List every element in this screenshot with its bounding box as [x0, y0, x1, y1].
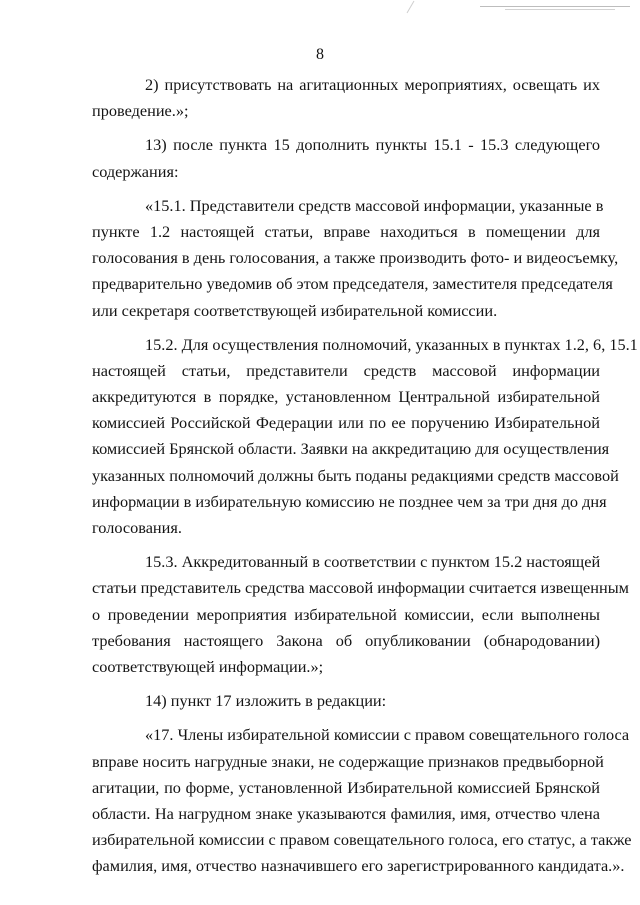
- text-line: пункте 1.2 настоящей статьи, вправе находиться в помещении для: [92, 221, 600, 241]
- text-line: информации в избирательную комиссию не позднее чем за три дня до дня: [92, 491, 607, 511]
- paragraph: [92, 688, 600, 714]
- text-line: голосования в день голосования, а также производить фото- и видеосъемку,: [92, 248, 619, 268]
- paragraph: [92, 722, 632, 879]
- text-line: агитации, по форме, установленной Избирательной комиссией Брянской: [92, 777, 600, 797]
- document-body: [92, 72, 638, 879]
- text-line: проведение.»;: [92, 101, 189, 121]
- text-line: предварительно уведомив об этом председателя, заместителя председателя: [92, 274, 613, 294]
- text-line: требования настоящего Закона об опубликовании (обнародовании): [92, 630, 600, 650]
- text-line: вправе носить нагрудные знаки, не содержащие признаков предвыборной: [92, 751, 604, 771]
- text-line: статьи представитель средства массовой информации считается извещенным: [92, 578, 629, 598]
- text-line: 2) присутствовать на агитационных мероприятиях, освещать их: [145, 75, 600, 94]
- scan-mark: [407, 1, 415, 14]
- text-line: избирательной комиссии с правом совещательного голоса, его статус, а также: [92, 830, 632, 850]
- text-line: комиссией Брянской области. Заявки на аккредитацию для осуществления: [92, 439, 610, 459]
- text-line: «17. Члены избирательной комиссии с правом совещательного голоса: [145, 725, 630, 745]
- text-line: фамилия, имя, отчество назначившего его зарегистрированного кандидата.».: [92, 856, 625, 876]
- header-rule-secondary: [505, 9, 615, 10]
- text-line: области. На нагрудном знаке указываются фамилия, имя, отчество члена: [92, 803, 600, 823]
- text-line: 13) после пункта 15 дополнить пункты 15.1 - 15.3 следующего: [145, 135, 600, 155]
- paragraph: [92, 72, 600, 124]
- text-line: указанных полномочий должны быть поданы редакциями средств массовой: [92, 465, 619, 485]
- text-line: о проведении мероприятия избирательной комиссии, если выполнены: [92, 604, 600, 624]
- text-line: содержания:: [92, 161, 179, 181]
- header-rule: [480, 6, 630, 7]
- paragraph: [92, 193, 619, 324]
- paragraph: [92, 332, 638, 542]
- text-line: соответствующей информации.»;: [92, 656, 324, 676]
- text-line: 15.2. Для осуществления полномочий, указанных в пунктах 1.2, 6, 15.1: [145, 334, 638, 354]
- text-line: аккредитуются в порядке, установленном Центральной избирательной: [92, 387, 600, 407]
- text-line: голосования.: [92, 518, 182, 537]
- text-line: настоящей статьи, представители средств массовой информации: [92, 360, 600, 380]
- paragraph: [92, 132, 600, 184]
- text-line: 15.3. Аккредитованный в соответствии с пунктом 15.2 настоящей: [145, 552, 601, 572]
- page-number: 8: [316, 46, 324, 63]
- paragraph: [92, 549, 629, 680]
- text-line: комиссией Российской Федерации или по ее поручению Избирательной: [92, 413, 600, 433]
- text-line: или секретаря соответствующей избирательной комиссии.: [92, 300, 498, 320]
- text-line: «15.1. Представители средств массовой информации, указанные в: [145, 195, 604, 215]
- text-line: 14) пункт 17 изложить в редакции:: [145, 691, 387, 711]
